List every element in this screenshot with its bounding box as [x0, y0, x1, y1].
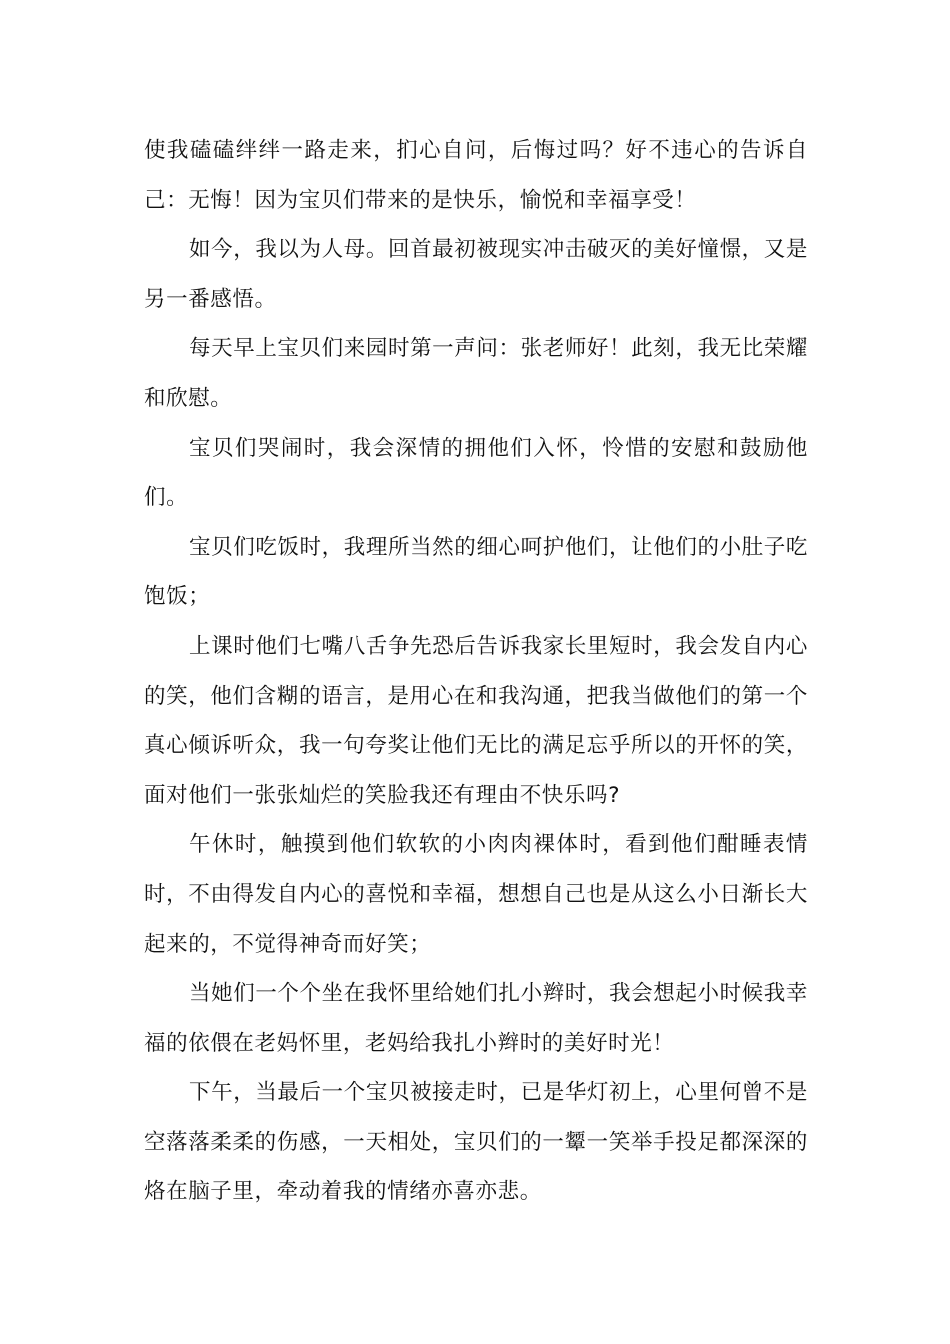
paragraph-8: 当她们一个个坐在我怀里给她们扎小辫时，我会想起小时候我幸福的依偎在老妈怀里，老妈给我扎小辫时的美好时光！	[144, 981, 808, 1056]
paragraph-9: 下午，当最后一个宝贝被接走时，已是华灯初上，心里何曾不是空落落柔柔的伤感，一天相处，宝贝们的一颦一笑举手投足都深深的烙在脑子里，牵动着我的情绪亦喜亦悲。	[144, 1080, 808, 1205]
document-body	[144, 126, 808, 1217]
paragraph-2: 如今，我以为人母。回首最初被现实冲击破灭的美好憧憬，又是另一番感悟。	[144, 237, 808, 312]
paragraph-3: 每天早上宝贝们来园时第一声问：张老师好！此刻，我无比荣耀和欣慰。	[144, 336, 808, 411]
paragraph-7: 午休时，触摸到他们软软的小肉肉裸体时，看到他们酣睡表情时，不由得发自内心的喜悦和幸福，想想自己也是从这么小日渐长大起来的，不觉得神奇而好笑；	[144, 832, 808, 957]
paragraph-1: 使我磕磕绊绊一路走来，扪心自问，后悔过吗？好不违心的告诉自己：无悔！因为宝贝们带来的是快乐，愉悦和幸福享受！	[144, 138, 808, 213]
paragraph-6: 上课时他们七嘴八舌争先恐后告诉我家长里短时，我会发自内心的笑，他们含糊的语言，是用心在和我沟通，把我当做他们的第一个真心倾诉听众，我一句夸奖让他们无比的满足忘乎所以的开怀的笑，面对他们一张张灿烂的笑脸我还有理由不快乐吗?	[144, 633, 808, 808]
paragraph-5: 宝贝们吃饭时，我理所当然的细心呵护他们，让他们的小肚子吃饱饭；	[144, 534, 808, 610]
paragraph-4: 宝贝们哭闹时，我会深情的拥他们入怀，怜惜的安慰和鼓励他们。	[144, 435, 808, 511]
